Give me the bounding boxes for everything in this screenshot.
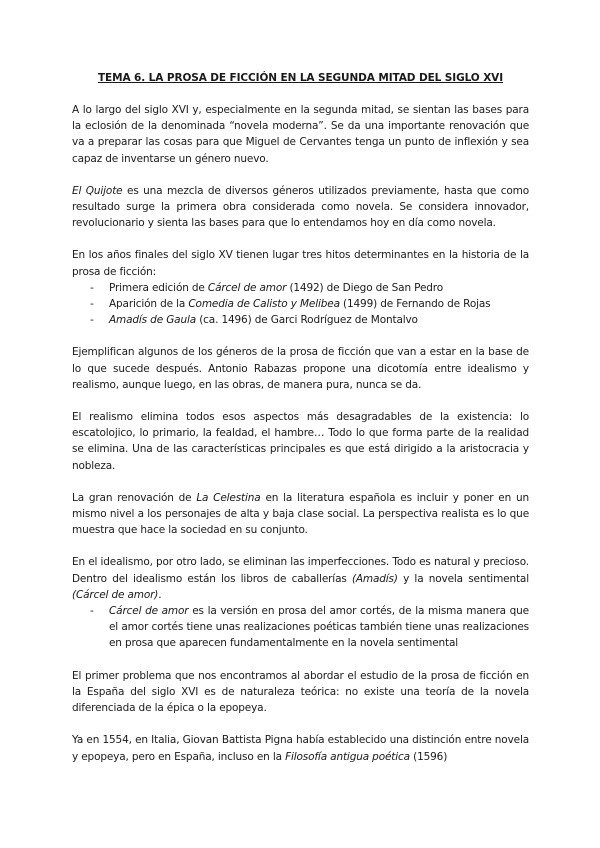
paragraph-idealismo (72, 554, 529, 603)
work-title: La Celestina (196, 491, 261, 504)
list-item-text: Primera edición de (109, 281, 208, 294)
paragraph-hitos: En los años finales del siglo XV tienen lugar tres hitos determinantes en la historia de la prosa de ficción: (72, 249, 529, 278)
document-page (72, 70, 529, 781)
work-title: Cárcel de amor (109, 605, 189, 618)
hitos-list (72, 280, 529, 329)
work-title: Amadís de Gaula (109, 314, 197, 327)
work-title: Filosofía antigua poética (285, 750, 410, 763)
document-title: TEMA 6. LA PROSA DE FICCIÓN EN LA SEGUNDA MITAD DEL SIGLO XVI (97, 72, 504, 84)
paragraph-pigna (72, 732, 529, 764)
work-title: Cárcel de amor (207, 281, 287, 294)
quijote-title: El Quijote (72, 184, 123, 197)
paragraph-intro: A lo largo del siglo XVI y, especialmente en la segunda mitad, se sientan las bases para la eclosión de la denominada “novela moderna”. Se da una importante renovación que va a preparar las cosas para que Miguel de Cervantes tenga un punto de inflexión y sea capaz de inventarse un género nuevo. (72, 104, 529, 165)
list-item (72, 296, 529, 312)
paragraph-dicotomia: Ejemplifican algunos de los géneros de la prosa de ficción que van a estar en la base de lo que sucede después. Antonio Rabazas propone una dicotomía entre idealismo y realismo, aunque luego, en las obras, de manera pura, nunca se da. (72, 346, 529, 391)
paragraph-text: (1596) (409, 750, 448, 763)
list-item-text: es la versión en prosa del amor cortés, de la misma manera que el amor cortés tiene unas realizaciones poéticas también tiene unas realizaciones en prosa que aparecen fundamentalmente en la novela sentimental (109, 605, 529, 650)
list-item-text: (ca. 1496) de Garci Rodríguez de Montalvo (196, 314, 418, 327)
paragraph-quijote (72, 183, 529, 232)
list-item (72, 312, 529, 328)
paragraph-text: En el idealismo, por otro lado, se eliminan las imperfecciones. Todo es natural y precioso. Dentro del idealismo están los libros de caballerías (72, 556, 529, 585)
paragraph-text: La gran renovación de (72, 491, 197, 504)
list-item-text: (1492) de Diego de San Pedro (286, 281, 444, 294)
work-title: (Cárcel de amor) (72, 588, 159, 601)
work-title: Comedia de Calisto y Melibea (188, 298, 340, 311)
list-item (72, 280, 529, 296)
list-item-text: (1499) de Fernando de Rojas (339, 298, 491, 311)
paragraph-celestina (72, 490, 529, 539)
paragraph-text: . (158, 588, 162, 601)
paragraph-text: Ya en 1554, en Italia, Giovan Battista Pigna había establecido una distinción entre novela y epopeya, pero en España, incluso en la (72, 734, 529, 763)
work-title: (Amadís) (351, 572, 398, 585)
idealismo-list (72, 603, 529, 652)
paragraph-problema-teorico: El primer problema que nos encontramos al abordar el estudio de la prosa de ficción en la España del siglo XVI es de naturaleza teórica: no existe una teoría de la novela diferenciada de la épica o la epopeya. (72, 669, 529, 715)
paragraph-text: en la literatura española es incluir y poner en un mismo nivel a los personajes de alta y baja clase social. La perspectiva realista es lo que muestra que hace la sociedad en su conjunto. (72, 491, 529, 537)
list-item-text: Aparición de la (109, 298, 189, 311)
paragraph-realismo: El realismo elimina todos esos aspectos más desagradables de la existencia: lo escatolojico, lo primario, la fealdad, el hambre… Todo lo que forma parte de la realidad se elimina. Una de las características principales es que está dirigido a la aristocracia y nobleza. (72, 411, 529, 472)
paragraph-quijote-text: es una mezcla de diversos géneros utilizados previamente, hasta que como resultado surge la primera obra considerada como novela. Se considera innovador, revolucionario y sienta las bases para que lo entendamos hoy en día como novela. (72, 184, 529, 230)
list-item (72, 603, 529, 652)
paragraph-text: y la novela sentimental (397, 572, 529, 585)
